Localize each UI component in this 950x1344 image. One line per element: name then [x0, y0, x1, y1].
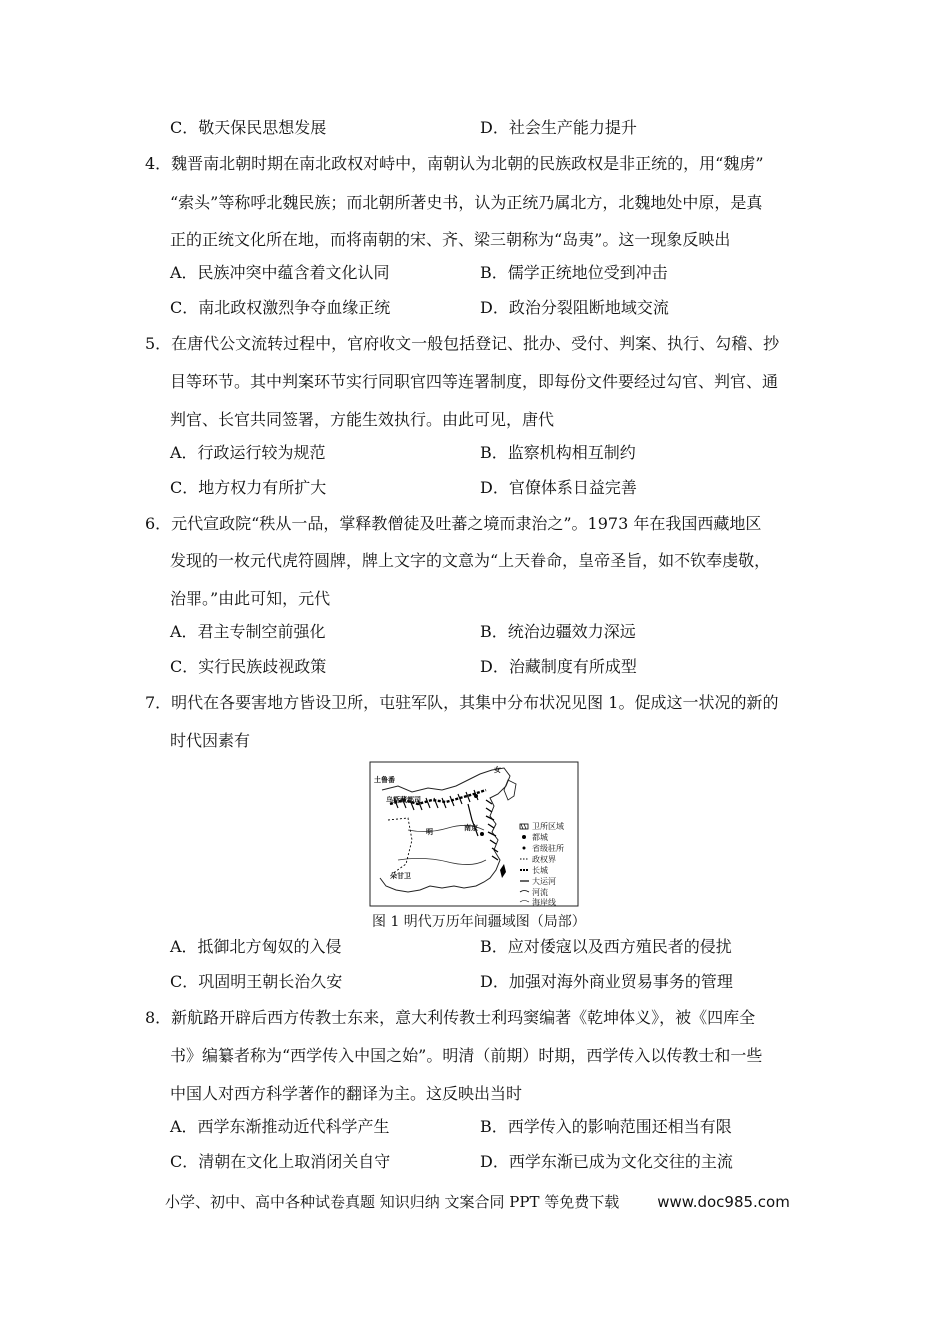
- legend-grand-canal: 大运河: [532, 877, 556, 886]
- q4-option-a: A．民族冲突中蕴含着文化认同: [170, 263, 390, 282]
- q6-stem-line-3: 治罪。”由此可知，元代: [170, 589, 331, 608]
- q5-stem-line-2: 目等环节。其中判案环节实行同职官四等连署制度，即每份文件要经过勾官、判官、通: [170, 372, 779, 391]
- q8-stem-line-2: 书》编纂者称为“西学传入中国之始”。明清（前期）时期，西学传入以传教士和一些: [170, 1046, 763, 1065]
- q8-option-d: D．西学东渐已成为文化交往的主流: [480, 1152, 733, 1171]
- q4-stem-line-3: 正的正统文化所在地，而将南朝的宋、齐、梁三朝称为“岛夷”。这一现象反映出: [170, 230, 731, 249]
- map-label-north: 女: [494, 766, 501, 774]
- legend-river: 河流: [532, 888, 548, 897]
- q4-stem-line-2: “索头”等称呼北魏民族；而北朝所著史书，认为正统乃属北方，北魏地处中原，是真: [170, 193, 763, 212]
- q4-option-d: D．政治分裂阻断地域交流: [480, 298, 669, 317]
- legend-coastline: 海岸线: [532, 898, 556, 907]
- q7-option-c: C．巩固明王朝长治久安: [170, 972, 343, 991]
- legend-capital: 都城: [532, 833, 548, 842]
- q6-option-b: B．统治边疆效力深远: [480, 622, 636, 641]
- q6-option-d: D．治藏制度有所成型: [480, 657, 637, 676]
- legend-guard-area: 卫所区域: [532, 822, 564, 831]
- q6-option-c: C．实行民族歧视政策: [170, 657, 327, 676]
- q3-option-c: C．敬天保民思想发展: [170, 118, 327, 137]
- q7-option-d: D．加强对海外商业贸易事务的管理: [480, 972, 733, 991]
- map-label-tumu: 土鲁番: [374, 776, 395, 784]
- q5-option-b: B．监察机构相互制约: [480, 443, 636, 462]
- q5-stem-line-3: 判官、长官共同签署，方能生效执行。由此可见，唐代: [170, 410, 555, 429]
- q5-option-d: D．官僚体系日益完善: [480, 478, 637, 497]
- footer-text: 小学、初中、高中各种试卷真题 知识归纳 文案合同 PPT 等免费下载: [165, 1193, 620, 1211]
- map-label-ming: 明: [426, 828, 433, 836]
- q4-option-c: C．南北政权激烈争夺血缘正统: [170, 298, 391, 317]
- q8-option-b: B．西学传入的影响范围还相当有限: [480, 1117, 732, 1136]
- q7-option-b: B．应对倭寇以及西方殖民者的侵扰: [480, 937, 732, 956]
- q6-stem-line-2: 发现的一枚元代虎符圆牌，牌上文字的文意为“上天眷命，皇帝圣旨，如不钦奉虔敬，: [170, 551, 771, 570]
- legend-provincial: 省级驻所: [532, 844, 564, 853]
- q3-option-d: D．社会生产能力提升: [480, 118, 637, 137]
- q8-option-c: C．清朝在文化上取消闭关自守: [170, 1152, 391, 1171]
- q6-option-a: A．君主专制空前强化: [170, 622, 326, 641]
- q5-option-c: C．地方权力有所扩大: [170, 478, 327, 497]
- q8-option-a: A．西学东渐推动近代科学产生: [170, 1117, 390, 1136]
- figure-caption: 图 1 明代万历年间疆域图（局部）: [372, 914, 586, 930]
- q7-stem-line-2: 时代因素有: [170, 731, 251, 750]
- q7-stem-line-1: 7．明代在各要害地方皆设卫所，屯驻军队，其集中分布状况见图 1。促成这一状况的新的: [145, 693, 779, 712]
- legend-boundary: 政权界: [532, 855, 556, 864]
- footer-url-link[interactable]: www.doc985.com: [657, 1193, 790, 1211]
- q8-stem-line-1: 8．新航路开辟后西方传教士东来，意大利传教士利玛窦编著《乾坤体义》，被《四库全: [145, 1008, 756, 1027]
- legend-great-wall: 长城: [532, 866, 548, 875]
- ming-territory-map: [368, 760, 580, 908]
- q5-stem-line-1: 5．在唐代公文流转过程中，官府收文一般包括登记、批办、受付、判案、执行、勾稽、抄: [145, 334, 780, 353]
- map-label-nanjing: 南京: [464, 824, 478, 832]
- map-label-west: 乌斯藏都司: [386, 796, 421, 804]
- map-label-kham: 朵甘卫: [390, 872, 411, 880]
- q4-option-b: B．儒学正统地位受到冲击: [480, 263, 668, 282]
- q8-stem-line-3: 中国人对西方科学著作的翻译为主。这反映出当时: [170, 1084, 523, 1103]
- q5-option-a: A．行政运行较为规范: [170, 443, 326, 462]
- q6-stem-line-1: 6．元代宣政院“秩从一品，掌释教僧徒及吐蕃之境而隶治之”。1973 年在我国西藏地区: [145, 514, 762, 533]
- q4-stem-line-1: 4．魏晋南北朝时期在南北政权对峙中，南朝认为北朝的民族政权是非正统的，用“魏虏”: [145, 154, 764, 173]
- q7-option-a: A．抵御北方匈奴的入侵: [170, 937, 342, 956]
- page-footer: [165, 1192, 790, 1212]
